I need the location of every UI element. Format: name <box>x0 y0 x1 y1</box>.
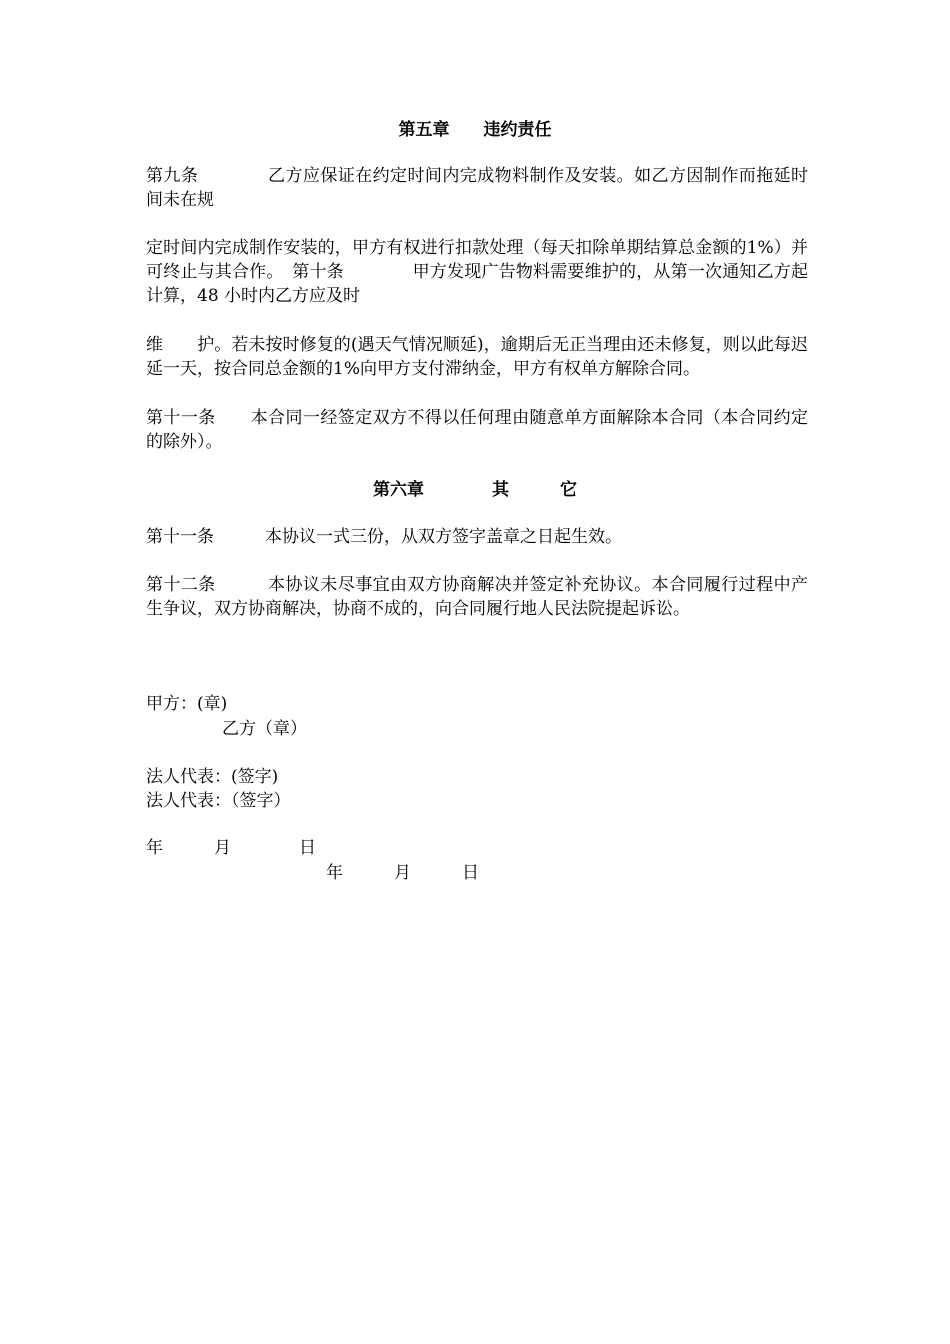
party-a-date: 年 月 日 <box>146 838 316 858</box>
article-nine-part2: 定时间内完成制作安装的，甲方有权进行扣款处理（每天扣除单期结算总金额的1%）并可终止与其合作。 第十条 甲方发现广告物料需要维护的，从第一次通知乙方起计算，48 小时内乙方应及时 <box>146 238 808 306</box>
article-eleven-b: 第十一条 本协议一式三份，从双方签字盖章之日起生效。 <box>146 527 622 547</box>
party-a-seal: 甲方：(章) <box>146 694 228 714</box>
article-eleven: 第十一条 本合同一经签定双方不得以任何理由随意单方面解除本合同（本合同约定的除外）。 <box>146 408 808 452</box>
article-nine-part1: 第九条 乙方应保证在约定时间内完成物料制作及安装。如乙方因制作而拖延时间未在规 <box>146 166 808 210</box>
chapter-six-title: 第六章 其 它 <box>373 480 577 500</box>
chapter-five-title: 第五章 违约责任 <box>398 120 552 140</box>
party-a-representative: 法人代表：(签字) <box>146 767 279 787</box>
party-b-date: 年 月 日 <box>326 863 479 883</box>
article-twelve: 第十二条 本协议未尽事宜由双方协商解决并签定补充协议。本合同履行过程中产生争议，双方协商解决，协商不成的，向合同履行地人民法院提起诉讼。 <box>146 575 808 619</box>
party-b-seal: 乙方（章） <box>222 719 307 739</box>
article-ten-continuation: 维 护。若未按时修复的(遇天气情况顺延)，逾期后无正当理由还未修复，则以此每迟延一天，按合同总金额的1%向甲方支付滞纳金，甲方有权单方解除合同。 <box>146 335 808 379</box>
party-b-representative: 法人代表：（签字） <box>146 791 291 811</box>
